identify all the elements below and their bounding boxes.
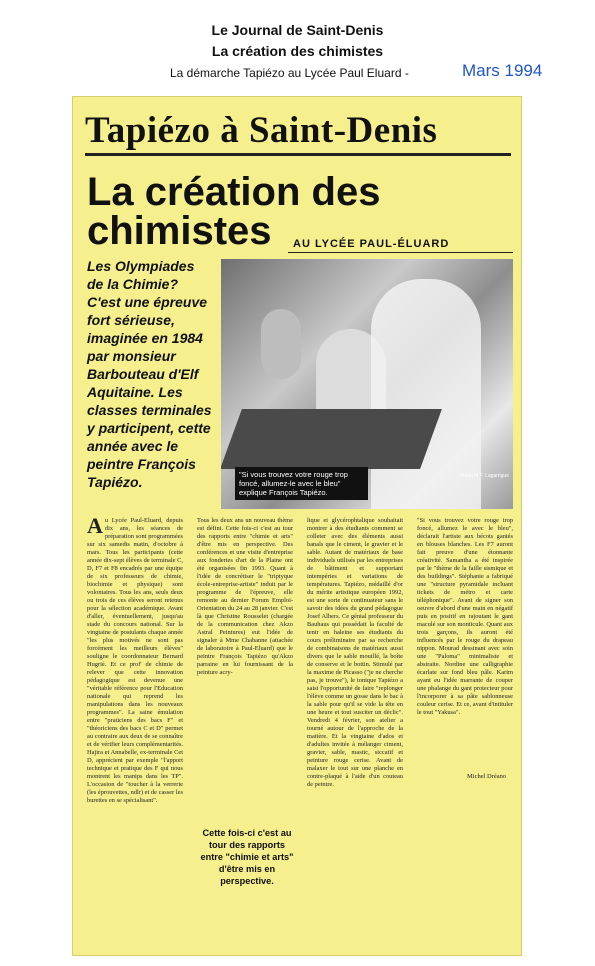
header-title: Le Journal de Saint-Denis: [211, 22, 384, 38]
body-column-3: lique et glycérophtalique souhaitait montrer à des étudiants comment se colleter avec des éléments aussi banals que le ciment, le gravier et le sable. Autant de matériaux de base individuels utilisés par les entreprises de bâtiment et supportant intempéries et variations de températures. Tapiézo, médaillé d'or du mérite artistique européen 1992, est une sorte de continuateur sans le savoir des idées du grand pédagogue Josef Albers. Ce génial professeur du Bauhaus qui possédait la faculté de tenir en haleine ses étudiants du cours préliminaire par sa recherche de combinaisons de matériaux aussi divers que le sable mouillé, la boîte de conserve et le bottin. Stimulé par la maxime de Picasso ("je ne cherche pas, je trouve"), le tonique Tapiézo a saisi l'opportunité de faire "replonger l'élève comme un gosse dans le bac à la sable pour qu'il se vide la tête en une heure et tout susciter un déclic". Vendredi 4 février, son atelier a tourné autour de l'approche de la matière. Et la vingtaine d'ados et d'adultes invitée à mélanger ciment, gravier, sable, mastic, siccatif et peinture rouge cerise. Avant de malaxer le tout sur une planche en contre-plaqué à l'aide d'un couteau de peintre.: [307, 517, 403, 788]
pull-quote: Cette fois-ci c'est au tour des rapports entre "chimie et arts" d'être mis en perspective.: [200, 828, 294, 886]
header-date: Mars 1994: [462, 61, 543, 80]
photo-figure: [261, 309, 301, 379]
photo-table: [221, 409, 442, 469]
article-intro: Les Olympiades de la Chimie? C'est une épreuve fort sérieuse, imaginée en 1984 par monsieur Barbouteau d'Elf Aquitaine. Les classes terminales y participent, cette année avec le peintre François Tapiézo.: [87, 258, 212, 490]
photo-credit: Photo M.F. Lagarrigue: [459, 473, 509, 479]
author-signature: Michel Dréano: [467, 773, 507, 780]
headline-line-2: chimistes: [87, 209, 272, 253]
body-column-2: Tous les deux ans un nouveau thème est défini. Cette fois-ci c'est au tour des rapports entre "chimie et arts" d'être mis en perspective. Des conférences et une visite d'entreprise aux fonderies d'art de la Plaine ont été organisées fin 1993. Quant à l'idée de concrétiser le "triptyque école-entreprise-artiste" induit par le programme de l'épreuve, elle remonte au dernier Forum Emploi-Orientation du 24 au 28 janvier. C'est là que Christine Rousselet (chargée de la communication chez Akzo Astral Peintures) eut l'idée de signaler à Mme Chabanne (attachée de laboratoire à Paul-Eluard) que le peintre François Tapiézo qu'Akzo parraine en lui fournissant de la peinture acry-: [197, 517, 293, 676]
photo-caption: "Si vous trouvez votre rouge trop foncé, allumez-le avec le bleu" explique François Tapiézo.: [235, 467, 368, 500]
article-kicker: Tapiézo à Saint-Denis: [85, 110, 438, 151]
headline-line-1: La création des: [87, 170, 381, 214]
drop-cap: A: [87, 517, 103, 538]
article-photo: [221, 259, 513, 509]
header-description: La démarche Tapiézo au Lycée Paul Eluard -: [170, 66, 409, 80]
newspaper-clipping: [72, 96, 522, 956]
divider: [288, 252, 513, 253]
body-column-1: [87, 517, 183, 947]
body-text: u Lycée Paul-Eluard, depuis dix ans, les séances de préparation sont programmées sur six samedis matin, d'octobre à mars. Tous les participants (cette année dix-sept élèves de terminale C, D, F7 et F8 encadrés par une équipe de six professeurs de chimie, biochimie et physique) sont volontaires. Tous les ans, seuls deux ou trois de ces élèves seront retenus pour la sélection académique. Avant d'aller, éventuellement, jusqu'au stade du concours national. Sur la vingtaine de postulants chaque année "les plus motivés ne sont pas forcément les meilleurs élèves" souligne le coordonnateur Bernard Hugrié. Et ce prof' de chimie de relever que cette innovation pédagogique est devenue une "véritable référence pour l'Education nationale qui reprend les manipulations dans les nouveaux programmes". La saine émulation entre "praticiens des bacs F" et "théoriciens des bacs C et D" permet au contraire aux deux de se connaître et de vérifier leurs complémentarités. Hajira et Annabelle, ex-terminale Cet D, apprécient par exemple "l'apport technique et pratique des F qui nous montrent les manips dans les TP". L'occasion de "toucher à la verrerie (les éprouvettes, ndlr) et de casser les burettes en se spécialisant".: [87, 517, 183, 804]
body-column-4: "Si vous trouvez votre rouge trop foncé, allumez le avec le bleu", déclarait l'artiste aux bécots gantés en blouses blanches. Les F7 auront fait preuve d'une étonnante créativité. Samantha a été inspirée par le "thème de la faille sismique et des buildings". Stéphanie a fabriqué une "structure pyramidale incluant tickets de métro et carte téléphonique". Avant de signer son oeuvre d'abord d'une main en négatif puis en positif en rajoutant le gant maculé sur son monticule. Quant aux trois garçons, ils auront été influencés par le rouge du drapeau nippon. Mourad dessinant avec soin une "Paloma" minimaliste et abstraite. Nordine une calligraphie écarlate sur fond bleu pâle. Karim ayant eu l'idée marrante de couper une phalange du gant protecteur pour l'incorporer à sa pâte sablonneuse couleur cerise. Et ce, avant d'intituler le tout "Yakusa".: [417, 517, 513, 716]
article-subhead: AU LYCÉE PAUL-ÉLUARD: [293, 238, 450, 250]
divider: [85, 153, 511, 156]
header-subtitle: La création des chimistes: [211, 43, 384, 59]
article-body: [87, 517, 513, 947]
